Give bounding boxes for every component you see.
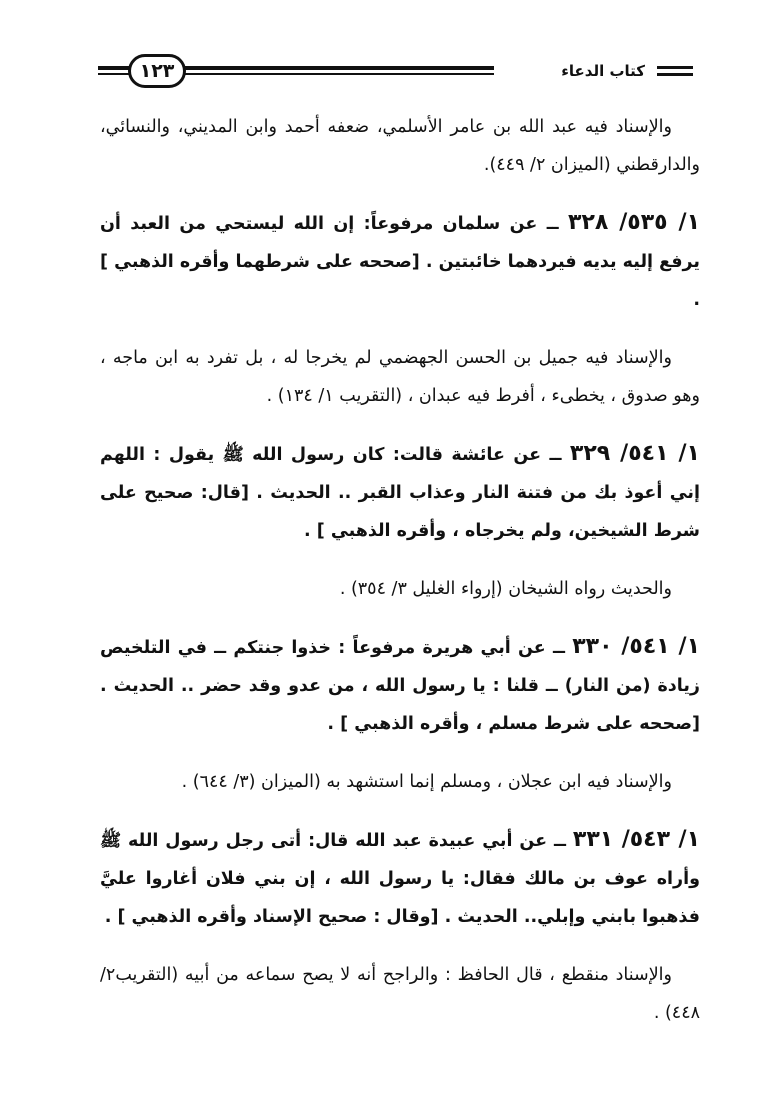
header-rule-left-top	[98, 66, 132, 70]
hadith-entry-328	[100, 204, 700, 319]
header-rule-middle-bottom	[182, 73, 494, 75]
page-body	[100, 108, 700, 1052]
hadith-reference: ١/ ٥٤١/ ٣٢٩	[569, 441, 700, 466]
header-rule-left-bottom	[98, 73, 132, 75]
paragraph-9: والإسناد منقطع ، قال الحافظ : والراجح أنه لا يصح سماعه من أبيه (التقريب٢/ ٤٤٨) .	[100, 965, 700, 1023]
page-header	[98, 52, 693, 94]
hadith-entry-329	[100, 435, 700, 550]
paragraph-5: والحديث رواه الشيخان (إرواء الغليل ٣/ ٣٥٤) .	[339, 579, 672, 599]
page-number: ١٢٣	[128, 54, 186, 88]
paragraph-3: والإسناد فيه جميل بن الحسن الجهضمي لم يخرجا له ، بل تفرد به ابن ماجه ، وهو صدوق ، يخطىء ، أفرط فيه عبدان ، (التقريب ١/ ١٣٤) .	[100, 348, 700, 406]
hadith-entry-330	[100, 628, 700, 743]
paragraph-7: والإسناد فيه ابن عجلان ، ومسلم إنما استشهد به (الميزان (٣/ ٦٤٤) .	[181, 772, 672, 792]
hadith-reference: ١/ ٥٣٥/ ٣٢٨	[568, 210, 700, 235]
paragraph-1: والإسناد فيه عبد الله بن عامر الأسلمي، ضعفه أحمد وابن المديني، والنسائي، والدارقطني (الميزان ٢/ ٤٤٩).	[100, 117, 700, 175]
header-rule-right-top	[657, 66, 693, 69]
hadith-text: ــ عن سلمان مرفوعاً: إن الله ليستحي من العبد أن يرفع إليه يديه فيردهما خائبتين . [صححه على شرطهما وأقره الذهبي ] .	[100, 214, 700, 310]
book-title: كتاب الدعاء	[561, 62, 645, 80]
hadith-text: ــ عن عائشة قالت: كان رسول الله ﷺ يقول : اللهم إني أعوذ بك من فتنة النار وعذاب القبر .. الحديث . [قال: صحيح على شرط الشيخين، ولم يخرجاه ، وأقره الذهبي ] .	[100, 445, 700, 541]
hadith-text: ــ عن أبي عبيدة عبد الله قال: أتى رجل رسول الله ﷺ وأراه عوف بن مالك فقال: يا رسول الله ، إن بني فلان أغاروا عليَّ فذهبوا بابني وإبلي.. الحديث . [وقال : صحيح الإسناد وأقره الذهبي ] .	[100, 831, 700, 927]
header-rule-right-bottom	[657, 73, 693, 76]
hadith-reference: ١/ ٥٤١/ ٣٣٠	[572, 634, 700, 659]
hadith-text: ــ عن أبي هريرة مرفوعاً : خذوا جنتكم ــ في التلخيص زيادة (من النار) ــ قلنا : يا رسول الله ، من عدو وقد حضر .. الحديث . [صححه على شرط مسلم ، وأقره الذهبي ] .	[100, 638, 700, 734]
hadith-reference: ١/ ٥٤٣/ ٣٣١	[572, 827, 700, 852]
hadith-entry-331	[100, 821, 700, 936]
header-rule-middle-top	[182, 66, 494, 70]
